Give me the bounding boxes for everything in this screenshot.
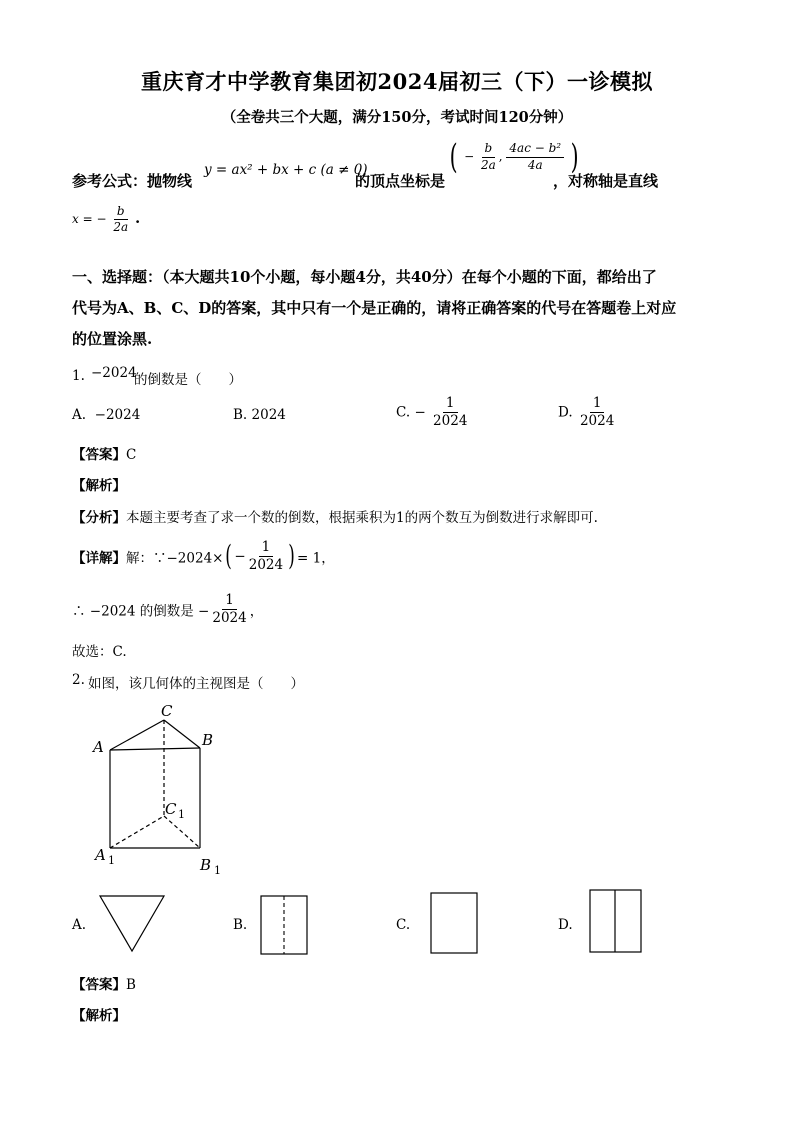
q2-analysis-tag: 【解析】 xyxy=(72,1008,126,1024)
vertex-sub-b1: 1 xyxy=(214,864,221,877)
q1-final: 故选：C. xyxy=(72,644,127,660)
q1-option-d[interactable]: D. $\frac{1}{2024}$ xyxy=(558,395,615,429)
formula-equation: y = ax² + bx + c (a ≠ 0) xyxy=(204,162,368,178)
q1-option-c[interactable]: C. − $\frac{1}{2024}$ xyxy=(396,395,468,429)
vertex-label-c: C xyxy=(161,702,173,720)
q1-option-b[interactable]: B. 2024 xyxy=(233,407,286,423)
exam-subtitle: （全卷共三个大题，满分150分，考试时间120分钟） xyxy=(221,109,573,126)
section1-line2: 代号为A、B、C、D的答案，其中只有一个是正确的，请将正确答案的代号在答题卷上对应 xyxy=(72,299,677,317)
vertex-sub-c1: 1 xyxy=(178,808,185,821)
triangular-prism-figure xyxy=(86,700,236,880)
vertex-x-fraction: $\frac{b}{2a}$ xyxy=(480,141,496,172)
edge-cb xyxy=(164,720,200,748)
vertex-label-b1: B xyxy=(200,856,212,874)
q1-therefore: ∴ −2024 的倒数是 − $\frac{1}{2024}$ ， xyxy=(72,592,264,626)
q2-stem: 如图，该几何体的主视图是（ ） xyxy=(88,676,304,692)
hidden-edge-a1c1 xyxy=(110,816,164,848)
q1-stem: 的倒数是（ ） xyxy=(134,372,242,388)
q1-number: 1. xyxy=(72,368,85,384)
q2-option-d-label[interactable]: D. xyxy=(558,917,573,933)
q2-option-b-label[interactable]: B. xyxy=(233,917,248,933)
page-title: 重庆育才中学教育集团初2024届初三（下）一诊模拟 xyxy=(141,69,653,94)
vertex-label-a: A xyxy=(93,738,104,756)
edge-ab xyxy=(110,748,200,750)
q2-option-c-label[interactable]: C. xyxy=(396,917,411,933)
q1-expression: −2024 xyxy=(91,365,137,381)
formula-vertex-text: 的顶点坐标是 xyxy=(355,172,446,190)
vertex-sub-a1: 1 xyxy=(108,854,115,867)
vertex-coordinate: ( − $\frac{b}{2a}$ , $\frac{\text{4ac − b²}}{4a}$ ) xyxy=(449,137,579,177)
vertex-y-fraction: $\frac{\text{4ac − b²}}{4a}$ xyxy=(506,142,564,171)
q2-option-a-label[interactable]: A. xyxy=(72,917,87,933)
section1-line1: 一、选择题：（本大题共10个小题，每小题4分，共40分）在每个小题的下面，都给出了 xyxy=(72,268,657,286)
q2-option-c-rect[interactable] xyxy=(429,891,481,955)
formula-axis-text: ，对称轴是直线 xyxy=(553,172,659,190)
q1-answer: 【答案】C xyxy=(72,447,137,463)
q2-answer: 【答案】B xyxy=(72,977,136,993)
section1-line3: 的位置涂黑. xyxy=(72,330,153,348)
q2-option-a-triangle[interactable] xyxy=(98,893,168,955)
q1-detail: 【详解】解：∵−2024×( − $\frac{1}{2024}$ ) = 1， xyxy=(72,539,335,573)
edge-ac xyxy=(110,720,164,750)
axis-formula: x = − $\frac{b}{2a}$ . xyxy=(72,204,141,235)
q2-option-b-rect-dashed[interactable] xyxy=(259,894,311,956)
vertex-label-a1: A xyxy=(95,846,106,864)
q1-fenxi: 【分析】本题主要考查了求一个数的倒数，根据乘积为1的两个数互为倒数进行求解即可. xyxy=(72,510,598,526)
q1-option-a[interactable]: A. −2024 xyxy=(72,407,141,423)
axis-fraction: $\frac{b}{2a}$ xyxy=(113,204,129,235)
vertex-label-b: B xyxy=(202,731,214,749)
vertex-label-c1: C xyxy=(165,800,177,818)
formula-lead: 参考公式：抛物线 xyxy=(72,172,193,190)
q2-number: 2. xyxy=(72,672,85,688)
q1-analysis-tag: 【解析】 xyxy=(72,478,126,494)
q2-option-d-rect-solid[interactable] xyxy=(588,888,644,954)
